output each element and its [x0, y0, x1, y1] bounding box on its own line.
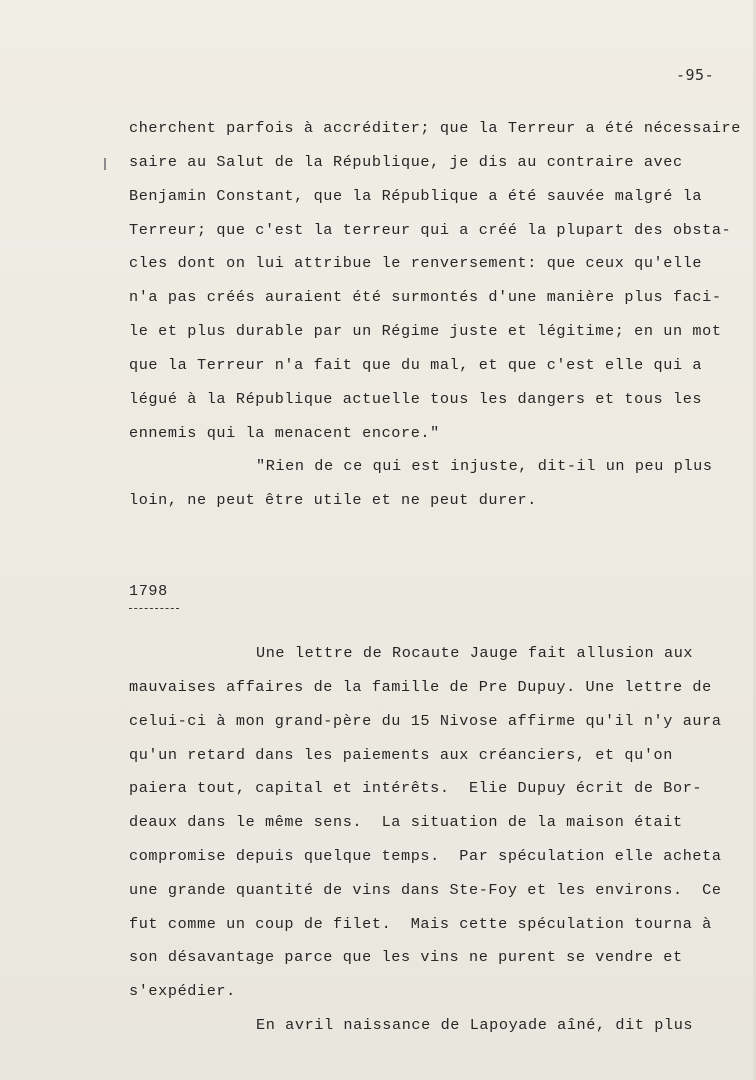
text-line: En avril naissance de Lapoyade aîné, dit plus — [256, 1016, 694, 1034]
year-underline — [129, 608, 179, 609]
text-line: paiera tout, capital et intérêts. Elie Dupuy écrit de Bor- — [129, 779, 703, 797]
text-line: Benjamin Constant, que la République a été sauvée malgré la — [129, 187, 703, 205]
text-line: le et plus durable par un Régime juste et légitime; en un mot — [129, 322, 722, 340]
text-line: Terreur; que c'est la terreur qui a créé la plupart des obsta- — [129, 221, 732, 239]
text-line: son désavantage parce que les vins ne purent se vendre et — [129, 948, 683, 966]
margin-mark — [104, 158, 106, 170]
year-heading: 1798 — [129, 582, 168, 600]
text-line: compromise depuis quelque temps. Par spéculation elle acheta — [129, 847, 722, 865]
text-line: Une lettre de Rocaute Jauge fait allusion aux — [256, 644, 694, 662]
text-line: légué à la République actuelle tous les dangers et tous les — [129, 390, 703, 408]
text-line: saire au Salut de la République, je dis au contraire avec — [129, 153, 683, 171]
page-number: -95- — [676, 66, 715, 84]
text-line: celui-ci à mon grand-père du 15 Nivose affirme qu'il n'y aura — [129, 712, 722, 730]
text-line: cles dont on lui attribue le renversement: que ceux qu'elle — [129, 254, 703, 272]
text-line: loin, ne peut être utile et ne peut durer. — [129, 491, 537, 509]
text-line: qu'un retard dans les paiements aux créanciers, et qu'on — [129, 746, 673, 764]
text-line: s'expédier. — [129, 982, 236, 1000]
text-line: "Rien de ce qui est injuste, dit-il un peu plus — [256, 457, 713, 475]
text-line: fut comme un coup de filet. Mais cette spéculation tourna à — [129, 915, 712, 933]
text-line: une grande quantité de vins dans Ste-Foy et les environs. Ce — [129, 881, 722, 899]
text-line: cherchent parfois à accréditer; que la Terreur a été nécessaire — [129, 119, 741, 137]
text-line: ennemis qui la menacent encore." — [129, 424, 440, 442]
text-line: que la Terreur n'a fait que du mal, et que c'est elle qui a — [129, 356, 703, 374]
text-line: n'a pas créés auraient été surmontés d'une manière plus faci- — [129, 288, 722, 306]
text-line: mauvaises affaires de la famille de Pre Dupuy. Une lettre de — [129, 678, 712, 696]
text-line: deaux dans le même sens. La situation de la maison était — [129, 813, 683, 831]
